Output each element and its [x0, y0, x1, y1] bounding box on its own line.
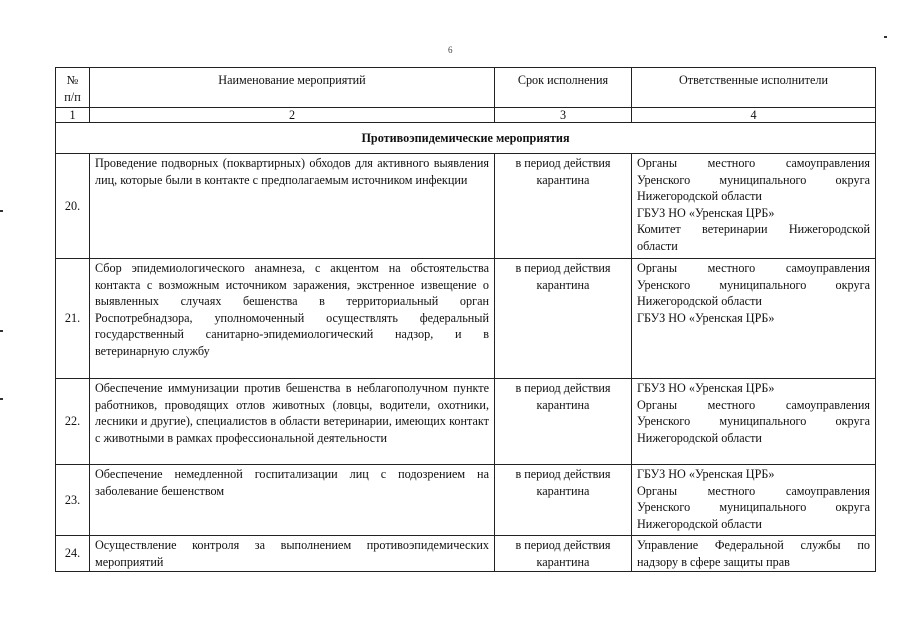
row-activity: Проведение подворных (поквартирных) обходов для активного выявления лиц, которые были в контакте с предполагаемым источником инфекции [90, 154, 495, 259]
column-number: 3 [495, 108, 632, 123]
measures-table [55, 67, 876, 572]
row-number: 21. [56, 259, 90, 379]
row-activity: Осуществление контроля за выполнением противоэпидемических мероприятий [90, 536, 495, 572]
table-row [56, 154, 876, 259]
column-number: 2 [90, 108, 495, 123]
executor: Органы местного самоуправления Уренского муниципального округа Нижегородской области [637, 261, 870, 308]
row-number: 24. [56, 536, 90, 572]
table-row [56, 379, 876, 465]
row-executors [632, 154, 876, 259]
header-executors: Ответственные исполнители [632, 68, 876, 108]
column-numbers-row [56, 108, 876, 123]
header-number: № п/п [56, 68, 90, 108]
table-row [56, 465, 876, 536]
row-executors [632, 536, 876, 572]
header-activity: Наименование мероприятий [90, 68, 495, 108]
header-deadline: Срок исполнения [495, 68, 632, 108]
scan-mark [0, 398, 3, 400]
row-deadline: в период действия карантина [495, 465, 632, 536]
table-row [56, 536, 876, 572]
table-header-row [56, 68, 876, 108]
executor: ГБУЗ НО «Уренская ЦРБ» [637, 381, 775, 395]
executor: ГБУЗ НО «Уренская ЦРБ» [637, 205, 775, 220]
row-number: 22. [56, 379, 90, 465]
executor: Органы местного самоуправления Уренского муниципального округа Нижегородской области [637, 156, 870, 203]
executor: Управление Федеральной службы по надзору в сфере защиты прав [637, 538, 870, 569]
row-activity: Сбор эпидемиологического анамнеза, с акцентом на обстоятельства контакта с возможным источником заражения, экстренное извещение о выявленных случаях бешенства в территориальный орган Роспотребнадзора, уполномоченный осуществлять федеральный государственный санитарно-эпидемиологический надзор, и в ветеринарную службу [90, 259, 495, 379]
column-number: 1 [56, 108, 90, 123]
row-deadline: в период действия карантина [495, 154, 632, 259]
scan-mark [884, 36, 887, 38]
page-number: 6 [448, 45, 453, 55]
row-executors [632, 465, 876, 536]
executor: Органы местного самоуправления Уренского муниципального округа Нижегородской области [637, 483, 870, 531]
executor: Органы местного самоуправления Уренского муниципального округа Нижегородской области [637, 397, 870, 445]
executor: ГБУЗ НО «Уренская ЦРБ» [637, 467, 775, 481]
column-number: 4 [632, 108, 876, 123]
row-deadline: в период действия карантина [495, 259, 632, 379]
executor: Комитет ветеринарии Нижегородской области [637, 222, 870, 253]
row-executors [632, 259, 876, 379]
executor: ГБУЗ НО «Уренская ЦРБ» [637, 310, 775, 325]
row-deadline: в период действия карантина [495, 379, 632, 465]
row-activity: Обеспечение немедленной госпитализации лиц с подозрением на заболевание бешенством [90, 465, 495, 536]
row-activity: Обеспечение иммунизации против бешенства в неблагополучном пункте работников, проводящих отлов животных (ловцы, водители, охотники, лесники и другие), специалистов в области ветеринарии, имеющих контакт с животными в рамках профессиональной деятельности [90, 379, 495, 465]
table-row [56, 259, 876, 379]
row-number: 20. [56, 154, 90, 259]
scan-mark [0, 210, 3, 212]
row-number: 23. [56, 465, 90, 536]
section-row [56, 123, 876, 154]
scan-mark [0, 330, 3, 332]
row-deadline: в период действия карантина [495, 536, 632, 572]
row-executors [632, 379, 876, 465]
section-title: Противоэпидемические мероприятия [56, 123, 876, 154]
